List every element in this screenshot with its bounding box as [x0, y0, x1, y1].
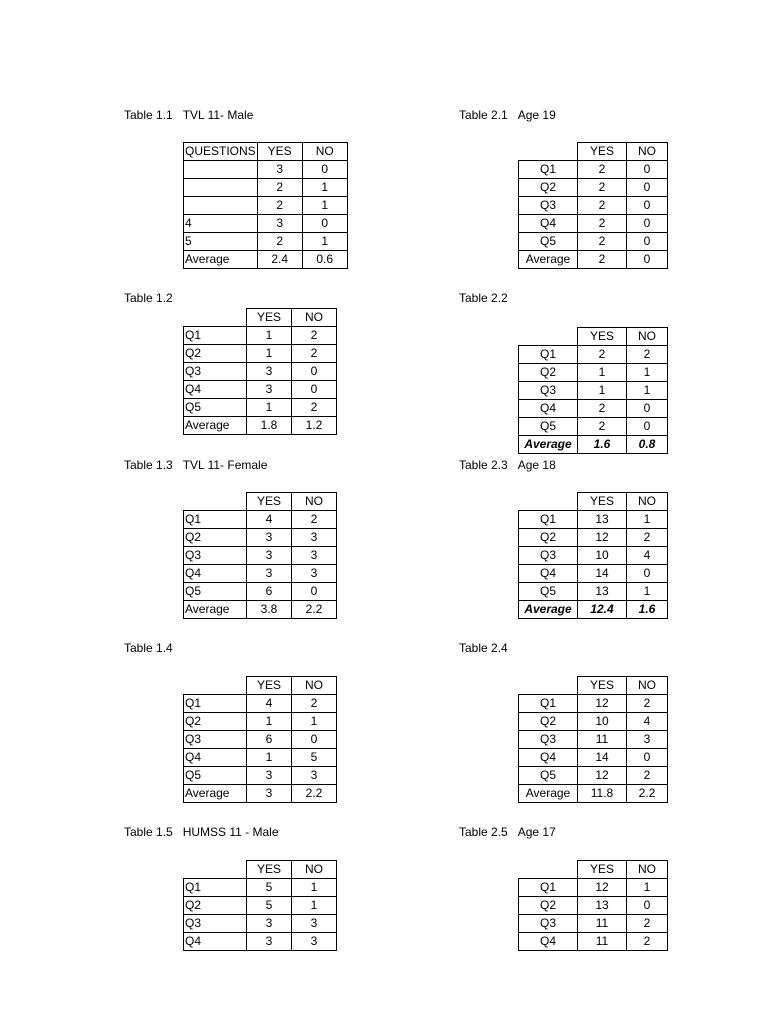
table-2-2	[518, 327, 668, 454]
table-row: Q2 12 2	[519, 529, 668, 547]
table-row: Q4 1 5	[184, 749, 337, 767]
table-row: 4 3 0	[184, 215, 348, 233]
table-row: Q4 14 0	[519, 749, 668, 767]
table-row: Q4 3 3	[184, 933, 337, 951]
table-row: Q2 3 3	[184, 529, 337, 547]
table-2-1-title: Table 2.1 Age 19	[459, 108, 556, 122]
table-row: Q2 2 0	[519, 179, 668, 197]
table-row: Q3 3 3	[184, 915, 337, 933]
table-1-3	[183, 492, 337, 619]
table-row: Q1 5 1	[184, 879, 337, 897]
table-1-2	[183, 308, 337, 435]
table-row: Q3 6 0	[184, 731, 337, 749]
header-no: NO	[627, 493, 668, 511]
table-row: Q4 2 0	[519, 215, 668, 233]
table-row: Average 3.8 2.2	[184, 601, 337, 619]
table-row: Average 1.8 1.2	[184, 417, 337, 435]
header-yes: YES	[247, 493, 292, 511]
table-2-5	[518, 860, 668, 951]
header-no: NO	[292, 493, 337, 511]
table-1-1	[183, 142, 348, 269]
table-row: Q5 6 0	[184, 583, 337, 601]
table-row: Q4 14 0	[519, 565, 668, 583]
table-row: Q2 5 1	[184, 897, 337, 915]
table-2-3	[518, 492, 668, 619]
table-row: Q3 11 2	[519, 915, 668, 933]
table-2-5-title: Table 2.5 Age 17	[459, 825, 556, 839]
table-row: Q5 2 0	[519, 418, 668, 436]
table-row: Q3 1 1	[519, 382, 668, 400]
table-2-1	[518, 142, 668, 269]
table-row: Average 11.8 2.2	[519, 785, 668, 803]
header-no: NO	[627, 328, 668, 346]
table-2-3-title: Table 2.3 Age 18	[459, 458, 556, 472]
table-row: 3 0	[184, 161, 348, 179]
table-row: Q3 11 3	[519, 731, 668, 749]
table-row: Q1 12 1	[519, 879, 668, 897]
table-1-3-title: Table 1.3 TVL 11- Female	[124, 458, 268, 472]
table-row: Average 3 2.2	[184, 785, 337, 803]
table-row: Q1 1 2	[184, 327, 337, 345]
table-row: Q2 1 1	[184, 713, 337, 731]
table-row: 2 1	[184, 179, 348, 197]
header-no: NO	[627, 861, 668, 879]
header-yes: YES	[578, 861, 627, 879]
table-row: Q3 10 4	[519, 547, 668, 565]
header-no: NO	[302, 143, 347, 161]
table-2-4-title: Table 2.4	[459, 641, 508, 655]
table-2-2-title: Table 2.2	[459, 291, 508, 305]
table-1-1-title: Table 1.1 TVL 11- Male	[124, 108, 254, 122]
table-1-5	[183, 860, 337, 951]
table-row: Q2 1 2	[184, 345, 337, 363]
table-row: Q3 2 0	[519, 197, 668, 215]
table-2-4	[518, 676, 668, 803]
table-row: Q5 3 3	[184, 767, 337, 785]
header-yes: YES	[578, 328, 627, 346]
table-row: 2 1	[184, 197, 348, 215]
table-row: Q1 2 2	[519, 346, 668, 364]
header-no: NO	[627, 677, 668, 695]
header-yes: YES	[578, 677, 627, 695]
table-row: Q4 2 0	[519, 400, 668, 418]
header-no: NO	[292, 677, 337, 695]
table-row: Q5 13 1	[519, 583, 668, 601]
table-row: Q2 1 1	[519, 364, 668, 382]
table-row: Q4 3 0	[184, 381, 337, 399]
table-row: Q3 3 0	[184, 363, 337, 381]
header-yes: YES	[247, 677, 292, 695]
header-yes: YES	[578, 143, 627, 161]
table-row: Q4 11 2	[519, 933, 668, 951]
table-1-5-title: Table 1.5 HUMSS 11 - Male	[124, 825, 279, 839]
table-row: Q2 10 4	[519, 713, 668, 731]
header-no: NO	[292, 861, 337, 879]
header-yes: YES	[257, 143, 302, 161]
table-row: Q3 3 3	[184, 547, 337, 565]
header-no: NO	[292, 309, 337, 327]
table-row: 5 2 1	[184, 233, 348, 251]
table-row: Average 12.4 1.6	[519, 601, 668, 619]
table-row: Average 2 0	[519, 251, 668, 269]
table-1-4-title: Table 1.4	[124, 641, 173, 655]
table-row: Q1 12 2	[519, 695, 668, 713]
header-yes: YES	[247, 861, 292, 879]
table-row: Q1 2 0	[519, 161, 668, 179]
table-row: Q5 2 0	[519, 233, 668, 251]
table-row: Q1 4 2	[184, 695, 337, 713]
table-1-2-title: Table 1.2	[124, 291, 173, 305]
table-row: Average 2.4 0.6	[184, 251, 348, 269]
table-row: Average 1.6 0.8	[519, 436, 668, 454]
table-row: Q2 13 0	[519, 897, 668, 915]
table-row: Q5 12 2	[519, 767, 668, 785]
table-row: Q1 13 1	[519, 511, 668, 529]
header-no: NO	[627, 143, 668, 161]
table-1-4	[183, 676, 337, 803]
table-row: Q1 4 2	[184, 511, 337, 529]
table-row: Q5 1 2	[184, 399, 337, 417]
header-yes: YES	[578, 493, 627, 511]
table-row: Q4 3 3	[184, 565, 337, 583]
header-corner: QUESTIONS	[184, 143, 258, 161]
header-yes: YES	[247, 309, 292, 327]
